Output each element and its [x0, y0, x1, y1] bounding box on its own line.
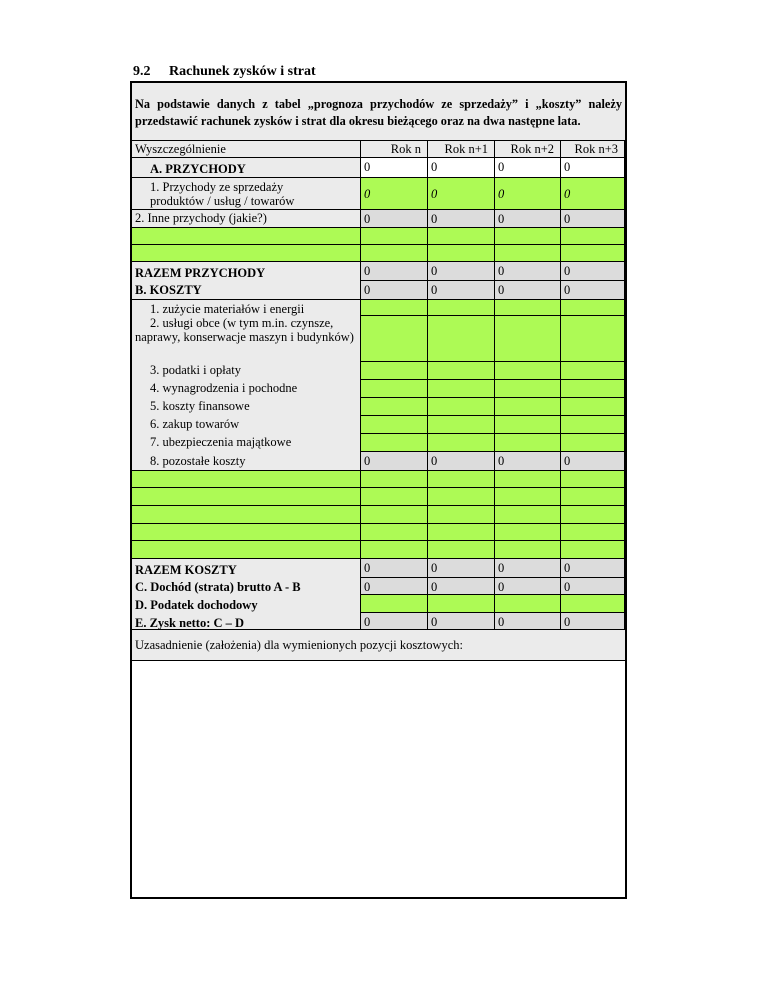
input-extra-cost-1-n2[interactable] [495, 471, 561, 488]
input-extra-revenue-1-n2[interactable] [495, 228, 561, 245]
input-extra-cost-5-n3[interactable] [561, 541, 625, 559]
input-extra-cost-3-n3[interactable] [561, 506, 625, 524]
input-zuzycie-n3[interactable] [561, 300, 625, 316]
row-label-zakup-towarow: 6. zakup towarów [132, 416, 361, 434]
value-pozostale-n1: 0 [428, 452, 495, 471]
input-wynagrodzenia-n[interactable] [361, 380, 428, 398]
input-podatki-n[interactable] [361, 362, 428, 380]
input-wynagrodzenia-n2[interactable] [495, 380, 561, 398]
row-label-koszty-finansowe: 5. koszty finansowe [132, 398, 361, 416]
input-extra-cost-1-n3[interactable] [561, 471, 625, 488]
input-extra-cost-2-n[interactable] [361, 488, 428, 506]
input-podatek-n3[interactable] [561, 595, 625, 613]
row-label-ubezpieczenia: 7. ubezpieczenia majątkowe [132, 434, 361, 452]
value-razem-przychody-n2: 0 [495, 262, 561, 281]
row-label-podatek: D. Podatek dochodowy [132, 595, 361, 613]
value-inne-n1: 0 [428, 210, 495, 228]
input-extra-cost-5-n1[interactable] [428, 541, 495, 559]
input-ubezpieczenia-n2[interactable] [495, 434, 561, 452]
input-extra-revenue-1-n[interactable] [361, 228, 428, 245]
input-wynagrodzenia-n3[interactable] [561, 380, 625, 398]
value-pozostale-n: 0 [361, 452, 428, 471]
input-uslugi-n2[interactable] [495, 316, 561, 362]
input-extra-cost-2-n3[interactable] [561, 488, 625, 506]
input-extra-cost-2-n1[interactable] [428, 488, 495, 506]
value-przychody-n3: 0 [561, 158, 625, 178]
input-zuzycie-n2[interactable] [495, 300, 561, 316]
input-extra-cost-1-n[interactable] [361, 471, 428, 488]
input-uslugi-n1[interactable] [428, 316, 495, 362]
column-header-rok-n2: Rok n+2 [495, 141, 561, 158]
value-koszty-n1: 0 [428, 281, 495, 300]
value-zysk-n2: 0 [495, 613, 561, 630]
input-sprzedaz-n1[interactable]: 0 [428, 178, 495, 210]
row-label-podatki: 3. podatki i opłaty [132, 362, 361, 380]
input-extra-cost-4-n1[interactable] [428, 524, 495, 541]
input-towary-n2[interactable] [495, 416, 561, 434]
input-finansowe-n1[interactable] [428, 398, 495, 416]
input-podatek-n1[interactable] [428, 595, 495, 613]
input-extra-cost-3-n2[interactable] [495, 506, 561, 524]
value-koszty-n2: 0 [495, 281, 561, 300]
section-heading [133, 64, 316, 80]
value-razem-przychody-n1: 0 [428, 262, 495, 281]
input-uslugi-n3[interactable] [561, 316, 625, 362]
value-razem-przychody-n3: 0 [561, 262, 625, 281]
input-extra-cost-2-n2[interactable] [495, 488, 561, 506]
input-extra-cost-label-3[interactable] [132, 506, 361, 524]
input-extra-revenue-2-n2[interactable] [495, 245, 561, 262]
input-podatek-n[interactable] [361, 595, 428, 613]
input-ubezpieczenia-n[interactable] [361, 434, 428, 452]
input-extra-cost-5-n[interactable] [361, 541, 428, 559]
value-dochod-n: 0 [361, 578, 428, 595]
input-extra-revenue-label-1[interactable] [132, 228, 361, 245]
row-label-pozostale: 8. pozostałe koszty [132, 452, 361, 471]
input-sprzedaz-n[interactable]: 0 [361, 178, 428, 210]
intro-text: Na podstawie danych z tabel „prognoza przychodów ze sprzedaży” i „koszty” należy przedstawić rachunek zysków i strat dla okresu bieżącego oraz na dwa następne lata. [132, 83, 625, 141]
input-extra-cost-1-n1[interactable] [428, 471, 495, 488]
value-razem-koszty-n3: 0 [561, 559, 625, 578]
input-ubezpieczenia-n1[interactable] [428, 434, 495, 452]
input-towary-n3[interactable] [561, 416, 625, 434]
input-extra-revenue-1-n1[interactable] [428, 228, 495, 245]
header-label: Wyszczególnienie [132, 141, 361, 158]
row-label-wynagrodzenia: 4. wynagrodzenia i pochodne [132, 380, 361, 398]
section-title: Rachunek zysków i strat [169, 64, 316, 79]
value-razem-koszty-n2: 0 [495, 559, 561, 578]
input-podatki-n1[interactable] [428, 362, 495, 380]
row-label-razem-koszty: RAZEM KOSZTY [132, 559, 361, 578]
input-sprzedaz-n3[interactable]: 0 [561, 178, 625, 210]
row-label-przychody-sprzedaz: 1. Przychody ze sprzedaży produktów / usług / towarów [132, 178, 361, 210]
column-header-rok-n: Rok n [361, 141, 428, 158]
input-finansowe-n2[interactable] [495, 398, 561, 416]
input-uslugi-n[interactable] [361, 316, 428, 362]
input-extra-cost-4-n3[interactable] [561, 524, 625, 541]
value-dochod-n3: 0 [561, 578, 625, 595]
input-extra-revenue-1-n3[interactable] [561, 228, 625, 245]
input-wynagrodzenia-n1[interactable] [428, 380, 495, 398]
input-extra-cost-4-n2[interactable] [495, 524, 561, 541]
input-extra-revenue-label-2[interactable] [132, 245, 361, 262]
input-podatki-n3[interactable] [561, 362, 625, 380]
input-extra-cost-label-2[interactable] [132, 488, 361, 506]
column-header-rok-n1: Rok n+1 [428, 141, 495, 158]
input-podatki-n2[interactable] [495, 362, 561, 380]
value-koszty-n3: 0 [561, 281, 625, 300]
input-extra-cost-label-4[interactable] [132, 524, 361, 541]
input-extra-cost-5-n2[interactable] [495, 541, 561, 559]
row-label-inne-przychody: 2. Inne przychody (jakie?) [132, 210, 361, 228]
value-inne-n3: 0 [561, 210, 625, 228]
value-przychody-n1: 0 [428, 158, 495, 178]
row-label-zuzycie: 1. zużycie materiałów i energii [132, 300, 361, 316]
section-number: 9.2 [133, 64, 151, 79]
value-inne-n2: 0 [495, 210, 561, 228]
input-extra-revenue-2-n[interactable] [361, 245, 428, 262]
input-extra-cost-4-n[interactable] [361, 524, 428, 541]
input-finansowe-n[interactable] [361, 398, 428, 416]
row-label-uslugi-obce: 2. usługi obce (w tym m.in. czynsze, naprawy, konserwacje maszyn i budynków) [132, 316, 361, 362]
input-towary-n1[interactable] [428, 416, 495, 434]
row-label-dochod-brutto: C. Dochód (strata) brutto A - B [132, 578, 361, 595]
value-razem-koszty-n: 0 [361, 559, 428, 578]
profit-loss-form [130, 81, 627, 899]
value-koszty-n: 0 [361, 281, 428, 300]
value-zysk-n1: 0 [428, 613, 495, 630]
value-dochod-n2: 0 [495, 578, 561, 595]
input-towary-n[interactable] [361, 416, 428, 434]
value-pozostale-n3: 0 [561, 452, 625, 471]
value-przychody-n: 0 [361, 158, 428, 178]
justification-label: Uzasadnienie (założenia) dla wymienionych pozycji kosztowych: [132, 630, 625, 661]
value-razem-przychody-n: 0 [361, 262, 428, 281]
value-pozostale-n2: 0 [495, 452, 561, 471]
value-dochod-n1: 0 [428, 578, 495, 595]
input-extra-cost-label-5[interactable] [132, 541, 361, 559]
input-finansowe-n3[interactable] [561, 398, 625, 416]
value-przychody-n2: 0 [495, 158, 561, 178]
value-razem-koszty-n1: 0 [428, 559, 495, 578]
input-extra-revenue-2-n1[interactable] [428, 245, 495, 262]
input-podatek-n2[interactable] [495, 595, 561, 613]
column-header-rok-n3: Rok n+3 [561, 141, 625, 158]
input-zuzycie-n1[interactable] [428, 300, 495, 316]
input-extra-cost-label-1[interactable] [132, 471, 361, 488]
justification-textarea[interactable] [132, 661, 625, 897]
row-label-zysk-netto: E. Zysk netto: C – D [132, 613, 361, 630]
input-extra-revenue-2-n3[interactable] [561, 245, 625, 262]
input-sprzedaz-n2[interactable]: 0 [495, 178, 561, 210]
row-label-koszty: B. KOSZTY [132, 281, 361, 300]
value-zysk-n: 0 [361, 613, 428, 630]
input-extra-cost-3-n[interactable] [361, 506, 428, 524]
input-ubezpieczenia-n3[interactable] [561, 434, 625, 452]
input-extra-cost-3-n1[interactable] [428, 506, 495, 524]
row-label-razem-przychody: RAZEM PRZYCHODY [132, 262, 361, 281]
row-label-przychody: A. PRZYCHODY [132, 158, 361, 178]
input-zuzycie-n[interactable] [361, 300, 428, 316]
value-zysk-n3: 0 [561, 613, 625, 630]
value-inne-n: 0 [361, 210, 428, 228]
